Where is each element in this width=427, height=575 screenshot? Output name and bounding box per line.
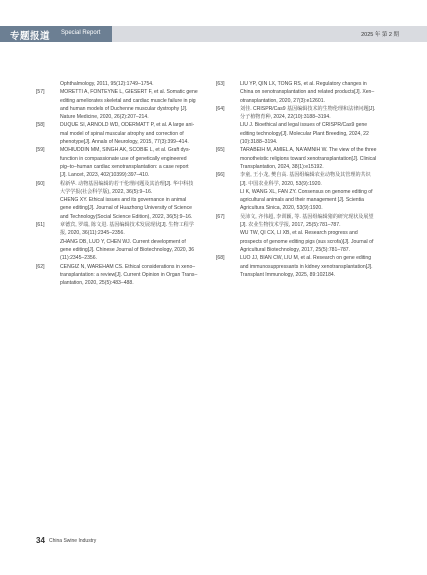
reference-line: mal model of spinal muscular atrophy and correction of [60,130,184,137]
reference-line: Transplant Immunology, 2025, 89:102184. [240,271,336,278]
reference-item [216,146,398,171]
reference-number: [62] [36,263,45,270]
reference-line: CHENG XY. Ethical issues and its governance in animal [60,197,187,204]
reference-line: monotheistic religions toward xenotransplantation[J]. Clinical [240,155,377,162]
reference-item [216,254,398,279]
reference-line: 程新华. 动物基因编辑的若干伦理问题及其治理[J]. 华中科技 [60,180,194,187]
reference-line: agricultural animals and their management [J]. Scientia [240,197,365,204]
reference-item [216,213,398,254]
reference-line: WU TW, QI CX, LI XB, et al. Research progress and [240,230,358,237]
reference-line: LIU J. Bioethical and legal issues of CRISPR/Cas9 gene [240,122,368,129]
reference-item [216,105,398,146]
reference-line: LUO JJ, BIAN CW, LIU M, et al. Research on gene editing [240,255,372,262]
journal-name: China Swine Industry [49,538,97,544]
reference-line: Agricultural Biotechnology, 2017, 25(5):781–787. [240,246,351,253]
reference-number: [59] [36,147,45,154]
reference-item [216,80,398,105]
reference-line: plantation, 2020, 25(5):483–488. [60,280,134,287]
reference-line: function in compassionate use of genetically engineered [60,155,187,162]
reference-number: [60] [36,180,45,187]
reference-line: [J]. 农业生物技术学报, 2017, 25(5):781–787. [240,222,341,229]
reference-item [36,80,218,88]
issue-label: 2025 年 第 2 期 [361,32,399,38]
section-subtitle: Special Report [61,30,101,36]
reference-line: [J]. 中国农业科学, 2020, 53(9):1920. [240,180,322,187]
reference-number: [67] [216,213,225,220]
reference-number: [61] [36,222,45,229]
reference-line: (10):3188–3194. [240,139,278,146]
reference-line: LI K, WANG XL, FAN ZY. Consensus on genome editing of [240,188,373,195]
reference-line: 吴沛文, 齐伟超, 李训颖, 等. 基因组编辑猪的研究现状及展望 [240,213,374,220]
reference-line: phenotype[J]. Annals of Neurology, 2015, 77(3):399–414. [60,139,189,146]
reference-line: and immunosuppressants in kidney xenotransplantation[J]. [240,263,373,270]
reference-line: pig–to–human cardiac xenotransplantation: a case report [60,163,189,170]
reference-item [36,121,218,146]
reference-line: TARABEIH M, AMIEL A, NA'AMNIH W. The view of the three [240,147,377,154]
reference-line: ZHANG DB, LUO Y, CHEN WJ. Current development of [60,238,186,245]
reference-line: Transplantation, 2024, 38(1):e15192. [240,163,324,170]
reference-column-left [36,80,218,287]
reference-line: otransplantation, 2020, 27(3):e12601. [240,97,325,104]
reference-line: 刘佳. CRISPR/Cas9 基因编辑技术的生物伦理和法律问题[J]. [240,105,376,112]
reference-item [36,263,218,288]
reference-line: prospects of genome editing pigs (sus scrofa)[J]. Journal of [240,238,374,245]
reference-line: Agricultura Sinica, 2020, 53(9):1920. [240,205,323,212]
reference-line: and human models of Duchenne muscular dystrophy [J]. [60,105,188,112]
reference-line: (11):2345–2356. [60,255,98,262]
reference-line: 李童, 王小龙, 樊自高. 基因组编辑农业动物及其管理的共识 [240,172,371,179]
reference-number: [68] [216,255,225,262]
reference-line: gene editing[J]. Journal of Huazhong University of Science [60,205,192,212]
reference-number: [58] [36,122,45,129]
reference-item [216,171,398,212]
reference-number: [63] [216,81,225,87]
reference-item [36,146,218,179]
reference-line: editing technology[J]. Molecular Plant Breeding, 2024, 22 [240,130,369,137]
reference-line: editing ameliorates skeletal and cardiac muscle failure in pig [60,97,196,104]
reference-line: LIU YP, QIN LX, TONG RS, et al. Regulatory changes in [240,81,367,87]
reference-line: 分子植物育种, 2024, 22(10):3188–3194. [240,114,331,121]
reference-item [36,88,218,121]
reference-line: gene editing[J]. Chinese Journal of Biotechnology, 2020, 36 [60,246,195,253]
reference-line: 报, 2020, 36(11):2345–2356. [60,230,125,237]
reference-line: MOHIUDDIN MM, SINGH AK, SCOBIE L, et al. Graft dys- [60,147,191,154]
reference-number: [64] [216,105,225,112]
reference-number: [66] [216,172,225,179]
reference-line: 章德宾, 罗端, 陈文进. 基因编辑技术发展现状[J]. 生物工程学 [60,222,194,229]
reference-line: China on xenotransplantation and related products[J]. Xen– [240,89,375,96]
section-title: 专题报道 [10,31,51,42]
reference-line: DUQUE SI, ARNOLD WD, ODERMATT P, et al. A large ani- [60,122,195,129]
reference-line: Ophthalmology, 2011, 95(12):1749–1754. [60,81,154,87]
reference-line: [J]. Lancet, 2023, 402(10399):397–410. [60,172,150,179]
reference-line: 大学学报(社会科学版), 2022, 36(5):9–16. [60,188,153,195]
reference-line: and Technology(Social Science Edition), 2022, 36(5):9–16. [60,213,193,220]
reference-number: [65] [216,147,225,154]
reference-line: transplantation: a review[J]. Current Opinion in Organ Trans– [60,271,198,278]
page-number: 34 [36,536,45,545]
reference-line: MORETTI A, FONTEYNE L, GIESERT F, et al. Somatic gene [60,89,198,96]
reference-column-right [216,80,398,279]
reference-item [36,221,218,262]
reference-number: [57] [36,89,45,96]
reference-line: CENGIZ N, WAREHAM CS. Ethical considerations in xeno– [60,263,196,270]
reference-line: Nature Medicine, 2020, 26(2):207–214. [60,114,149,121]
reference-item [36,180,218,221]
